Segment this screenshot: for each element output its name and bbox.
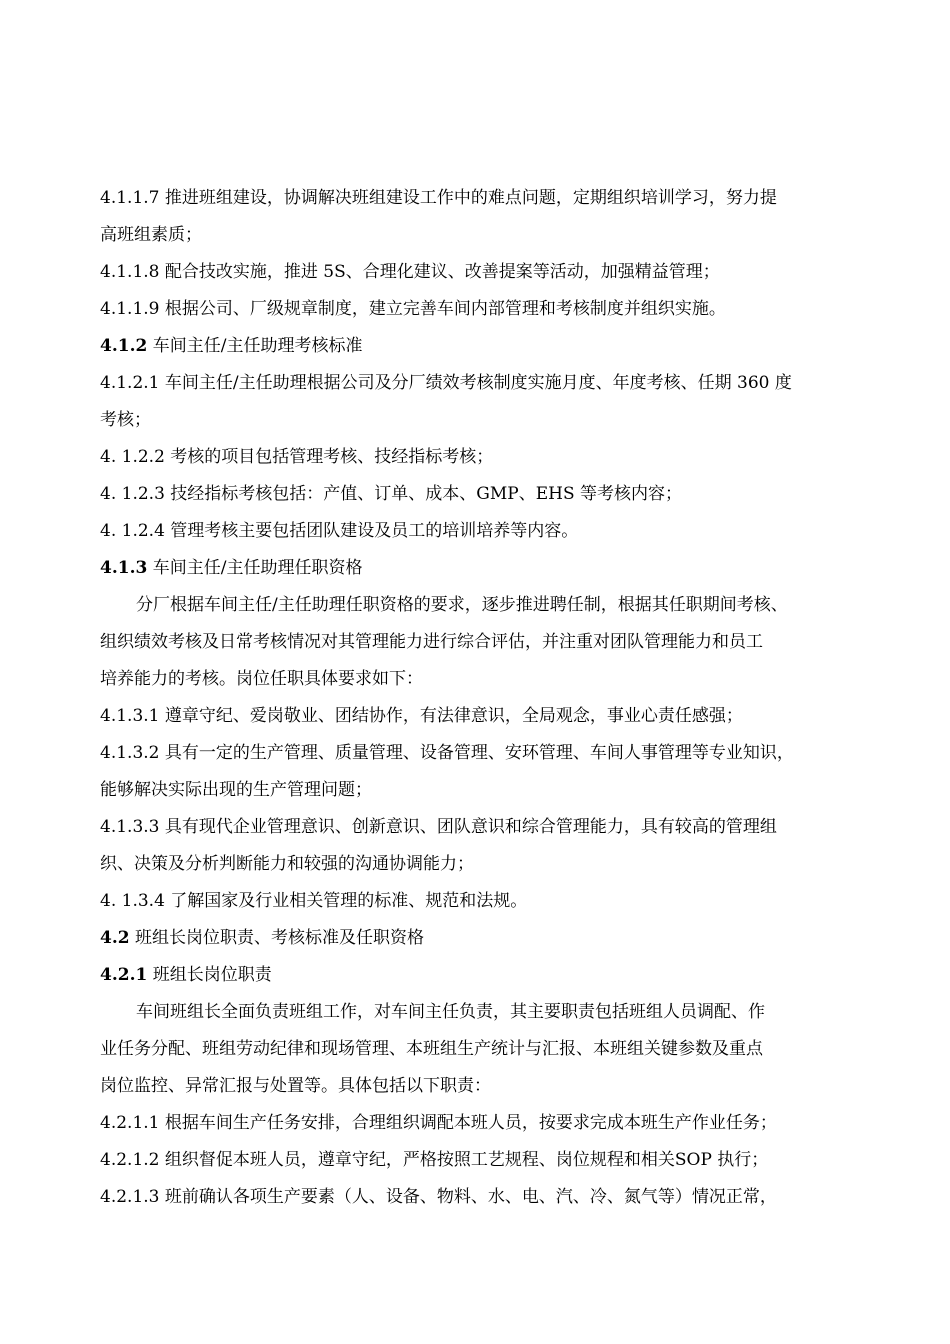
line-text: 培养能力的考核。岗位任职具体要求如下： — [100, 669, 423, 689]
line-text: 4.2.1.2 组织督促本班人员，遵章守纪，严格按照工艺规程、岗位规程和相关SOP 执行； — [100, 1150, 769, 1170]
text-line — [100, 846, 852, 883]
text-line — [100, 1179, 852, 1216]
line-text: 车间主任/主任助理考核标准 — [147, 336, 363, 356]
line-text: 班组长岗位职责 — [147, 965, 272, 985]
line-text: 组织绩效考核及日常考核情况对其管理能力进行综合评估，并注重对团队管理能力和员工 — [100, 632, 763, 652]
text-line — [100, 1105, 852, 1142]
section-number: 4.2.1 — [100, 965, 148, 985]
text-line — [100, 809, 852, 846]
line-text: 班组长岗位职责、考核标准及任职资格 — [129, 928, 424, 948]
text-line — [100, 587, 852, 624]
line-text: 考核； — [100, 410, 151, 430]
line-text: 4.1.3.3 具有现代企业管理意识、创新意识、团队意识和综合管理能力，具有较高的管理组 — [100, 817, 777, 837]
text-line — [100, 291, 852, 328]
text-line — [100, 402, 852, 439]
line-text: 4.2.1.1 根据车间生产任务安排，合理组织调配本班人员，按要求完成本班生产作业任务； — [100, 1113, 777, 1133]
line-text: 岗位监控、异常汇报与处置等。具体包括以下职责： — [100, 1076, 491, 1096]
text-line — [100, 735, 852, 772]
line-text: 业任务分配、班组劳动纪律和现场管理、本班组生产统计与汇报、本班组关键参数及重点 — [100, 1039, 763, 1059]
document-body — [100, 180, 852, 1216]
section-number: 4.1.3 — [100, 558, 148, 578]
line-text: 4. 1.3.4 了解国家及行业相关管理的标准、规范和法规。 — [100, 891, 528, 911]
line-text: 4.1.2.1 车间主任/主任助理根据公司及分厂绩效考核制度实施月度、年度考核、任期 360 度 — [100, 373, 792, 393]
text-line — [100, 624, 852, 661]
line-text: 高班组素质； — [100, 225, 202, 245]
line-text: 车间主任/主任助理任职资格 — [147, 558, 363, 578]
section-number: 4.2 — [100, 928, 130, 948]
text-line — [100, 772, 852, 809]
line-text: 4.2.1.3 班前确认各项生产要素（人、设备、物料、水、电、汽、冷、氮气等）情况正常， — [100, 1187, 777, 1207]
line-text: 车间班组长全面负责班组工作，对车间主任负责，其主要职责包括班组人员调配、作 — [136, 1002, 765, 1022]
text-line — [100, 180, 852, 217]
text-line — [100, 217, 852, 254]
text-line — [100, 476, 852, 513]
text-line — [100, 254, 852, 291]
section-heading — [100, 328, 852, 365]
text-line — [100, 661, 852, 698]
section-number: 4.1.2 — [100, 336, 148, 356]
text-line — [100, 513, 852, 550]
text-line — [100, 365, 852, 402]
text-line — [100, 1142, 852, 1179]
line-text: 能够解决实际出现的生产管理问题； — [100, 780, 372, 800]
line-text: 4.1.3.1 遵章守纪、爱岗敬业、团结协作，有法律意识，全局观念，事业心责任感强； — [100, 706, 743, 726]
text-line — [100, 698, 852, 735]
text-line — [100, 994, 852, 1031]
line-text: 4.1.1.7 推进班组建设，协调解决班组建设工作中的难点问题，定期组织培训学习，努力提 — [100, 188, 777, 208]
line-text: 分厂根据车间主任/主任助理任职资格的要求，逐步推进聘任制，根据其任职期间考核、 — [136, 595, 788, 615]
line-text: 4. 1.2.4 管理考核主要包括团队建设及员工的培训培养等内容。 — [100, 521, 579, 541]
line-text: 4.1.1.8 配合技改实施，推进 5S、合理化建议、改善提案等活动，加强精益管理； — [100, 262, 720, 282]
text-line — [100, 883, 852, 920]
section-heading — [100, 957, 852, 994]
text-line — [100, 1031, 852, 1068]
text-line — [100, 439, 852, 476]
section-heading — [100, 550, 852, 587]
line-text: 4.1.1.9 根据公司、厂级规章制度，建立完善车间内部管理和考核制度并组织实施。 — [100, 299, 726, 319]
line-text: 织、决策及分析判断能力和较强的沟通协调能力； — [100, 854, 474, 874]
line-text: 4. 1.2.2 考核的项目包括管理考核、技经指标考核； — [100, 447, 494, 467]
section-heading — [100, 920, 852, 957]
text-line — [100, 1068, 852, 1105]
line-text: 4.1.3.2 具有一定的生产管理、质量管理、设备管理、安环管理、车间人事管理等专业知识， — [100, 743, 794, 763]
line-text: 4. 1.2.3 技经指标考核包括：产值、订单、成本、GMP、EHS 等考核内容； — [100, 484, 682, 504]
